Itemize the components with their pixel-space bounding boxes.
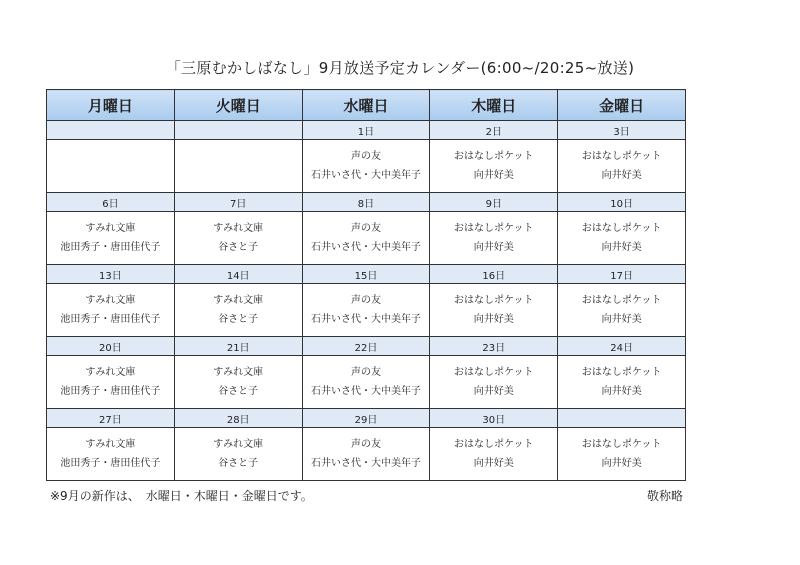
program-name: 声の友 [350,151,381,162]
program-cell [302,428,430,481]
page-title: 「三原むかしばなし」9月放送予定カレンダー(6:00~/20:25~放送) [165,59,635,77]
program-name: すみれ文庫 [213,367,264,378]
date-cell: 27日 [47,409,175,428]
program-cast: 向井好美 [473,458,514,469]
program-row [47,284,686,337]
date-row [47,337,686,356]
date-cell: 23日 [430,337,558,356]
weekday-header: 木曜日 [430,90,558,121]
date-cell: 3日 [558,121,686,140]
program-cast: 向井好美 [473,170,514,181]
program-cast: 向井好美 [473,242,514,253]
program-cell [558,284,686,337]
date-cell: 7日 [174,193,302,212]
program-cast: 石井いさ代・大中美年子 [310,458,421,469]
program-cell [174,212,302,265]
program-cell [430,140,558,193]
program-name: 声の友 [350,439,381,450]
program-cell [430,356,558,409]
program-name: おはなしポケット [454,439,534,450]
date-cell: 20日 [47,337,175,356]
date-cell: 14日 [174,265,302,284]
program-cell [558,140,686,193]
program-cell [174,428,302,481]
weekday-header: 月曜日 [47,90,175,121]
date-row [47,265,686,284]
program-cell [174,356,302,409]
program-row [47,356,686,409]
program-cast: 石井いさ代・大中美年子 [310,170,421,181]
honorifics-omitted-note: 敬称略 [646,489,683,503]
weekday-header-row [47,90,686,121]
program-cast: 向井好美 [601,386,642,397]
program-cast: 向井好美 [601,170,642,181]
program-cast: 谷さと子 [218,386,259,397]
program-cast: 向井好美 [601,458,642,469]
program-name: おはなしポケット [454,295,534,306]
date-cell: 28日 [174,409,302,428]
program-name: おはなしポケット [581,439,662,450]
date-cell: 2日 [430,121,558,140]
date-cell: 16日 [430,265,558,284]
program-name: 声の友 [350,223,381,234]
weekday-header: 金曜日 [558,90,686,121]
date-row [47,193,686,212]
program-cast: 池田秀子・唐田佳代子 [60,386,161,397]
calendar-body [47,121,686,481]
program-cast: 谷さと子 [218,458,259,469]
weekday-header: 水曜日 [302,90,430,121]
program-row [47,212,686,265]
program-row [47,140,686,193]
date-cell: 1日 [302,121,430,140]
program-name: おはなしポケット [581,295,662,306]
program-name: おはなしポケット [581,367,662,378]
program-cell [47,356,175,409]
program-name: おはなしポケット [581,223,662,234]
program-name: おはなしポケット [454,367,534,378]
date-cell: 6日 [47,193,175,212]
program-cell [302,212,430,265]
program-cell [302,284,430,337]
program-cast: 石井いさ代・大中美年子 [310,386,421,397]
program-name: 声の友 [350,295,381,306]
program-cast: 池田秀子・唐田佳代子 [60,242,161,253]
program-cast: 向井好美 [473,314,514,325]
date-cell [174,121,302,140]
program-name: すみれ文庫 [85,367,136,378]
program-cast: 向井好美 [601,314,642,325]
program-cell [47,140,175,193]
date-cell: 22日 [302,337,430,356]
date-cell: 8日 [302,193,430,212]
program-cast: 向井好美 [601,242,642,253]
date-cell: 29日 [302,409,430,428]
date-cell: 21日 [174,337,302,356]
program-name: すみれ文庫 [85,295,136,306]
program-cast: 池田秀子・唐田佳代子 [60,314,161,325]
program-name: 声の友 [350,367,381,378]
program-name: すみれ文庫 [85,223,136,234]
program-name: すみれ文庫 [213,439,264,450]
program-name: すみれ文庫 [85,439,136,450]
footnote: ※9月の新作は、 水曜日・木曜日・金曜日です。 [50,489,313,503]
date-cell: 17日 [558,265,686,284]
date-cell [558,409,686,428]
program-name: すみれ文庫 [213,223,264,234]
broadcast-calendar [46,89,686,481]
date-cell: 24日 [558,337,686,356]
program-cast: 谷さと子 [218,314,259,325]
program-cell [302,356,430,409]
program-cell [174,140,302,193]
date-cell: 9日 [430,193,558,212]
program-cell [174,284,302,337]
date-row [47,409,686,428]
weekday-header: 火曜日 [174,90,302,121]
program-cell [47,284,175,337]
program-name: おはなしポケット [454,151,534,162]
program-cast: 池田秀子・唐田佳代子 [60,458,161,469]
program-cast: 谷さと子 [218,242,259,253]
program-cell [558,356,686,409]
program-cell [430,428,558,481]
program-name: すみれ文庫 [213,295,264,306]
program-cell [47,428,175,481]
program-name: おはなしポケット [581,151,662,162]
date-row [47,121,686,140]
program-cell [558,212,686,265]
program-cell [430,212,558,265]
program-cast: 石井いさ代・大中美年子 [310,242,421,253]
program-cast: 石井いさ代・大中美年子 [310,314,421,325]
program-cast: 向井好美 [473,386,514,397]
date-cell: 10日 [558,193,686,212]
program-row [47,428,686,481]
program-cell [47,212,175,265]
date-cell: 30日 [430,409,558,428]
date-cell: 13日 [47,265,175,284]
program-cell [430,284,558,337]
program-name: おはなしポケット [454,223,534,234]
date-cell [47,121,175,140]
program-cell [302,140,430,193]
date-cell: 15日 [302,265,430,284]
program-cell [558,428,686,481]
